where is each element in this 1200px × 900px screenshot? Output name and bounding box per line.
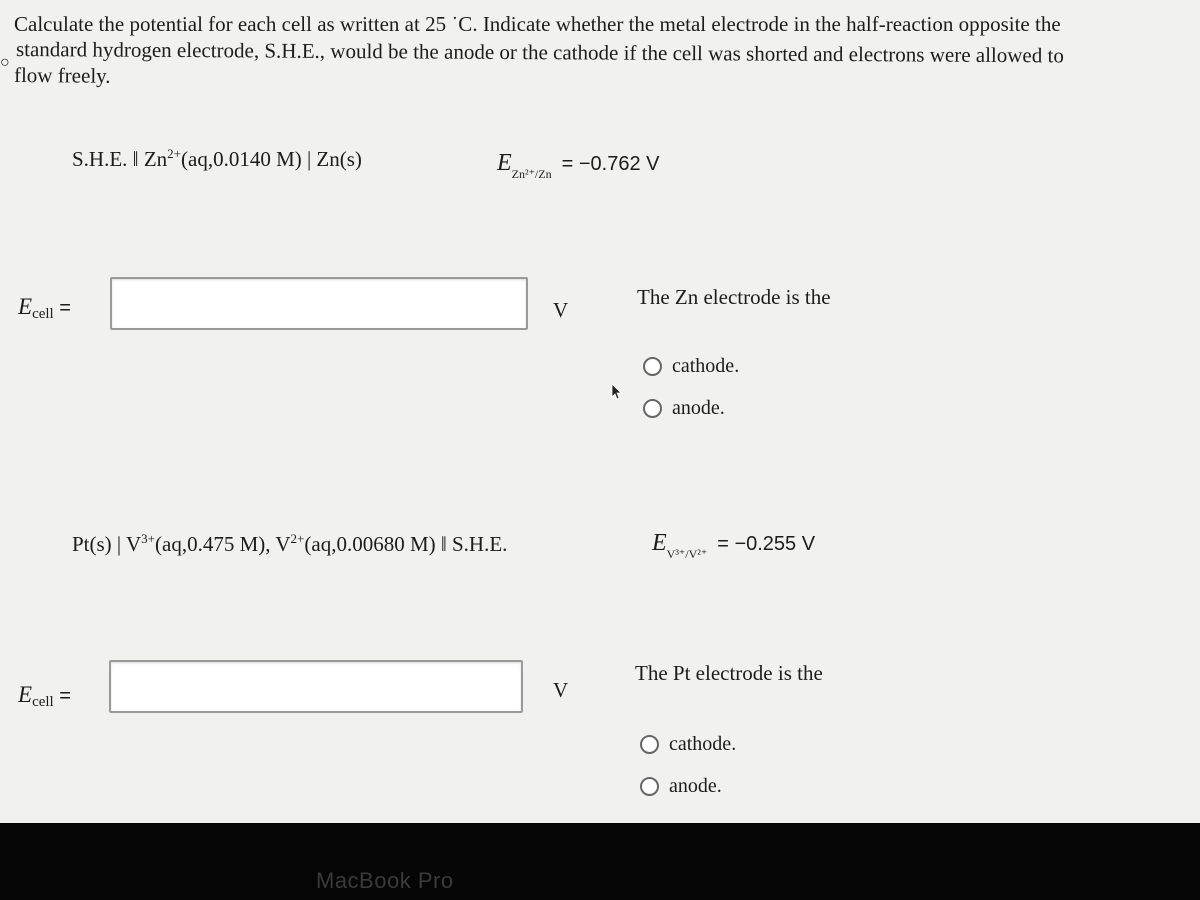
device-label: MacBook Pro [316,868,454,893]
question-line-3: flow freely. [13,62,111,88]
cell1-charge: 2+ [167,146,181,161]
list-bullet: ○ [0,54,10,71]
cell1-potential-value: = −0.762 V [561,153,660,175]
cell1-ecell-label [18,294,71,320]
cell2-notation-part-c: (aq,0.00680 M) ‖ S.H.E. [304,532,508,556]
cell1-option-anode[interactable] [643,397,725,420]
mouse-cursor-icon [610,383,622,401]
cell2-potential-subscript: V³⁺/V²⁺ [666,547,708,561]
cell2-potential-value: = −0.255 V [717,533,816,555]
cell1-ecell-equals: = [53,297,71,319]
cell2-ecell-input[interactable] [109,660,523,713]
cell2-option-cathode[interactable] [640,733,736,756]
cell1-notation [72,146,362,172]
cell2-notation [72,531,507,557]
cell1-ecell-subscript: cell [32,306,54,322]
cell1-ecell-input[interactable] [110,277,528,330]
cell2-cathode-label: cathode. [669,733,737,755]
cell1-notation-part-a: S.H.E. ‖ Zn [72,147,168,171]
cell1-option-cathode[interactable] [643,355,739,378]
cell2-anode-radio[interactable] [640,777,659,796]
cell1-ecell-symbol: E [18,294,33,319]
cell2-option-anode[interactable] [640,775,722,798]
question-line-2: standard hydrogen electrode, S.H.E., would be the anode or the cathode if the cell was shorted and electrons were allowed to [15,37,1064,68]
cell2-cathode-radio[interactable] [640,735,659,754]
cell2-electrode-prompt: The Pt electrode is the [635,661,823,685]
cell2-ecell-subscript: cell [32,694,54,710]
cell2-ecell-symbol: E [18,682,33,707]
cell2-charge-2: 2+ [290,531,305,546]
cell2-anode-label: anode. [669,775,722,797]
cell1-anode-radio[interactable] [643,399,662,418]
cell1-potential-subscript: Zn²⁺/Zn [511,167,552,181]
cell2-notation-part-b: (aq,0.475 M), V [155,532,291,556]
cell2-ecell-equals: = [53,685,71,707]
laptop-bezel [0,823,1200,900]
cell1-electrode-prompt: The Zn electrode is the [637,285,831,309]
cell1-cathode-label: cathode. [672,355,740,377]
cell2-ecell-label [18,682,71,708]
question-text [14,14,1144,86]
cell1-cathode-radio[interactable] [643,357,662,376]
cell1-anode-label: anode. [672,397,725,419]
cell1-potential-symbol: E [497,150,512,176]
question-line-1: Calculate the potential for each cell as written at 25 ˙C. Indicate whether the metal electrode in the half-reaction opposite the [14,12,1061,36]
cell2-unit-label: V [553,678,569,702]
cell1-unit-label: V [553,298,569,322]
cell2-potential-symbol: E [652,530,667,556]
cell2-charge-1: 3+ [141,531,156,546]
cell1-notation-part-b: (aq,0.0140 M) | Zn(s) [181,147,362,171]
cell1-standard-potential [497,150,660,181]
cell2-notation-part-a: Pt(s) | V [72,532,142,556]
cell2-standard-potential [652,530,816,561]
